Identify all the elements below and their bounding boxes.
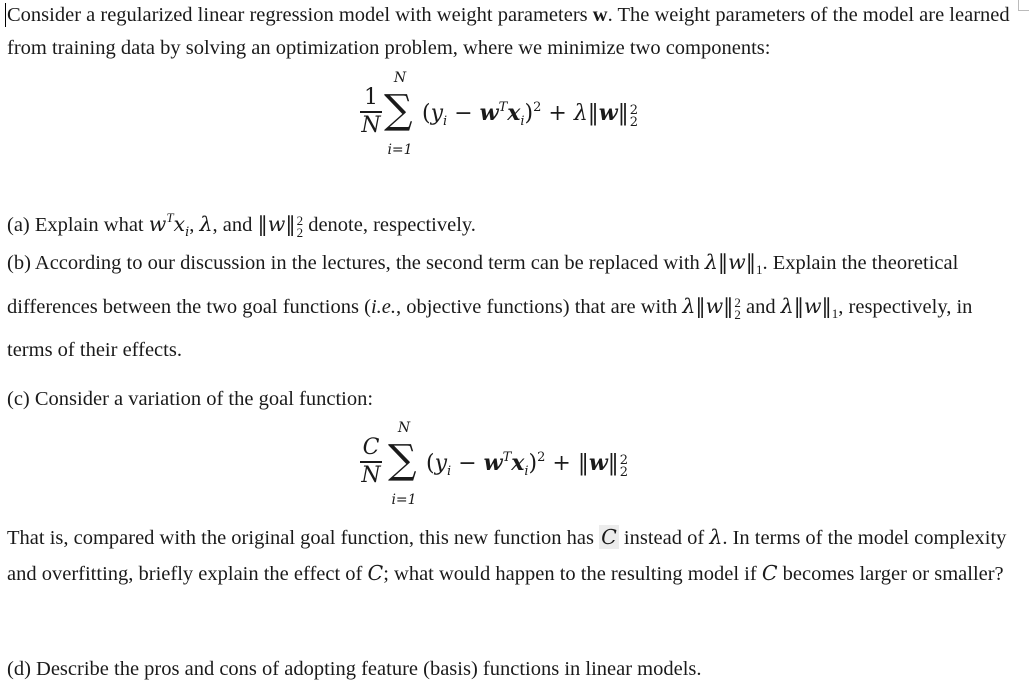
question-c: (c) Consider a variation of the goal function:	[7, 388, 374, 410]
summation-symbol: ∑	[388, 437, 417, 483]
fraction-numerator: C	[362, 435, 380, 460]
intro-paragraph	[7, 0, 1022, 65]
equation-body: $(y_i - w^Tx_i)^2$ + λ‖w‖ 2 2	[422, 100, 639, 130]
variation-equation	[360, 420, 690, 515]
question-d: (d) Describe the pros and cons of adopting feature (basis) functions in linear models.	[7, 658, 702, 680]
text-cursor	[5, 3, 6, 27]
intro-text-2: . The weight parameters of the model are learned from training data by solving an optimization problem, where we minimize two components:	[7, 4, 1010, 59]
sum-upper-limit: N	[397, 420, 411, 436]
equation-body: $(y_i - w^Tx_i)^2$ + ‖w‖ 2 2	[426, 450, 629, 480]
summation-symbol: ∑	[384, 87, 413, 133]
sum-upper-limit: N	[393, 70, 407, 86]
objective-equation	[360, 70, 690, 165]
fraction-denominator: N	[361, 112, 381, 138]
intro-weight-symbol: w	[592, 4, 608, 26]
highlighted-c-symbol: C	[601, 525, 617, 549]
fraction-numerator: 1	[364, 85, 378, 110]
question-c-followup: That is, compared with the original goal function, this new function has C instead of λ. In terms of the model complexity and overfitting, briefly explain the effect of C; what would happen to the resulting model if C becomes larger or smaller?	[7, 525, 1007, 585]
fraction-one-over-n	[360, 86, 382, 138]
fraction-denominator: N	[361, 462, 381, 488]
sum-lower-limit: i=1	[387, 142, 413, 158]
question-a: (a) Explain what $w^Tx_i$, λ, and ‖w‖ 2 2 denote, respectively.	[7, 210, 476, 240]
question-b: (b) According to our discussion in the lectures, the second term can be replaced with $\lambda‖w‖_1$. Explain the theoretical differences between the two goal functions (i.e., objective functions) that are with λ‖w‖ 2 2 and $\lambda‖w‖_1$, respectively, in terms of their effects.	[7, 250, 973, 361]
sum-lower-limit: i=1	[391, 492, 417, 508]
intro-text-1: Consider a regularized linear regression model with weight parameters	[7, 4, 593, 26]
fraction-c-over-n	[360, 436, 382, 488]
